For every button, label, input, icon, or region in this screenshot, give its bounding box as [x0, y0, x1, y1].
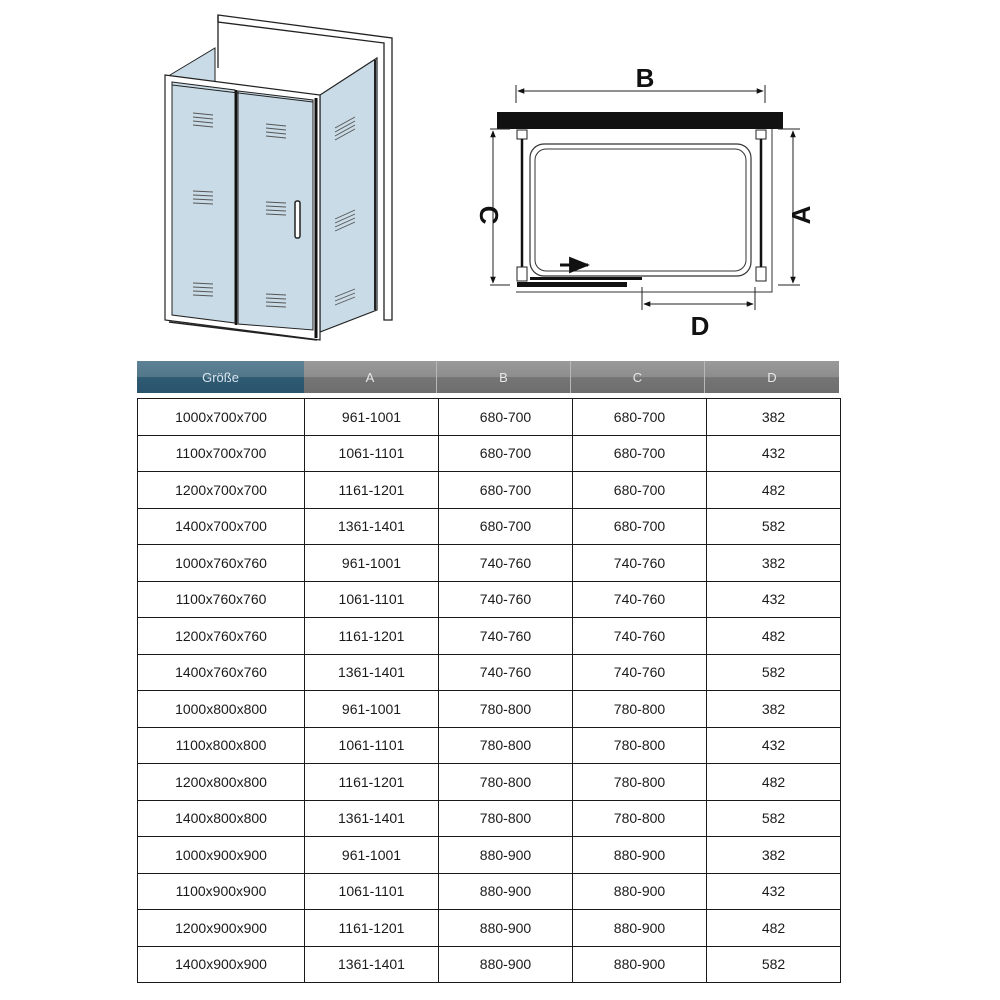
dimension-label-d: D: [690, 311, 710, 341]
table-row: [138, 545, 841, 582]
cell-b: 740-760: [439, 618, 573, 655]
cell-d: 582: [707, 946, 841, 983]
table-row: [138, 910, 841, 947]
header-b: B: [437, 361, 571, 393]
cell-size: 1400x700x700: [138, 508, 305, 545]
cell-a: 1061-1101: [305, 873, 439, 910]
cell-b: 740-760: [439, 545, 573, 582]
cell-d: 432: [707, 727, 841, 764]
cell-b: 780-800: [439, 727, 573, 764]
cell-c: 780-800: [573, 691, 707, 728]
cell-b: 680-700: [439, 399, 573, 436]
cell-a: 961-1001: [305, 545, 439, 582]
table-header: [137, 361, 839, 393]
cell-size: 1000x900x900: [138, 837, 305, 874]
cell-d: 582: [707, 800, 841, 837]
table-row: [138, 618, 841, 655]
table-row: [138, 472, 841, 509]
cell-size: 1400x760x760: [138, 654, 305, 691]
cell-a: 1161-1201: [305, 910, 439, 947]
cell-c: 740-760: [573, 654, 707, 691]
header-d: D: [705, 361, 839, 393]
cell-b: 780-800: [439, 764, 573, 801]
cell-a: 1061-1101: [305, 435, 439, 472]
table-row: [138, 727, 841, 764]
cell-size: 1400x900x900: [138, 946, 305, 983]
cell-a: 1361-1401: [305, 946, 439, 983]
header-size: Größe: [137, 361, 304, 393]
plan-view-diagram: [460, 55, 830, 345]
cell-d: 432: [707, 873, 841, 910]
cell-d: 382: [707, 691, 841, 728]
dimension-label-b: B: [635, 63, 655, 93]
cell-size: 1400x800x800: [138, 800, 305, 837]
cell-c: 680-700: [573, 472, 707, 509]
cell-c: 680-700: [573, 435, 707, 472]
cell-a: 1161-1201: [305, 472, 439, 509]
table-row: [138, 873, 841, 910]
cell-c: 680-700: [573, 508, 707, 545]
cell-c: 780-800: [573, 727, 707, 764]
cell-d: 432: [707, 581, 841, 618]
table-row: [138, 691, 841, 728]
cell-d: 582: [707, 508, 841, 545]
cell-a: 961-1001: [305, 691, 439, 728]
cell-c: 880-900: [573, 873, 707, 910]
table-row: [138, 946, 841, 983]
table-row: [138, 654, 841, 691]
cell-a: 1161-1201: [305, 764, 439, 801]
cell-c: 880-900: [573, 837, 707, 874]
cell-b: 880-900: [439, 946, 573, 983]
cell-size: 1200x900x900: [138, 910, 305, 947]
cell-b: 680-700: [439, 472, 573, 509]
cell-d: 482: [707, 618, 841, 655]
table-row: [138, 435, 841, 472]
cell-b: 680-700: [439, 508, 573, 545]
cell-d: 482: [707, 764, 841, 801]
cell-d: 382: [707, 545, 841, 582]
cell-c: 780-800: [573, 764, 707, 801]
cell-size: 1100x700x700: [138, 435, 305, 472]
table-row: [138, 581, 841, 618]
cell-c: 880-900: [573, 946, 707, 983]
cell-b: 880-900: [439, 873, 573, 910]
cell-b: 880-900: [439, 837, 573, 874]
header-c: C: [571, 361, 705, 393]
cell-d: 432: [707, 435, 841, 472]
cell-b: 780-800: [439, 800, 573, 837]
cell-b: 740-760: [439, 654, 573, 691]
cell-c: 880-900: [573, 910, 707, 947]
cell-size: 1200x700x700: [138, 472, 305, 509]
cell-a: 961-1001: [305, 399, 439, 436]
size-table: [137, 398, 841, 983]
cell-c: 740-760: [573, 581, 707, 618]
cell-a: 1061-1101: [305, 581, 439, 618]
cell-c: 780-800: [573, 800, 707, 837]
cell-a: 1361-1401: [305, 654, 439, 691]
cell-size: 1100x760x760: [138, 581, 305, 618]
cell-c: 680-700: [573, 399, 707, 436]
cell-size: 1200x800x800: [138, 764, 305, 801]
dimension-label-a: A: [786, 205, 816, 225]
table-row: [138, 764, 841, 801]
cell-d: 382: [707, 399, 841, 436]
cell-b: 740-760: [439, 581, 573, 618]
cell-a: 1161-1201: [305, 618, 439, 655]
cell-a: 1361-1401: [305, 508, 439, 545]
cell-size: 1100x900x900: [138, 873, 305, 910]
cell-d: 582: [707, 654, 841, 691]
cell-size: 1000x700x700: [138, 399, 305, 436]
table-row: [138, 837, 841, 874]
shower-enclosure-illustration: [155, 10, 395, 350]
cell-size: 1000x760x760: [138, 545, 305, 582]
cell-d: 382: [707, 837, 841, 874]
table-row: [138, 508, 841, 545]
cell-b: 780-800: [439, 691, 573, 728]
cell-c: 740-760: [573, 545, 707, 582]
cell-a: 1361-1401: [305, 800, 439, 837]
table-row: [138, 800, 841, 837]
header-a: A: [304, 361, 437, 393]
cell-size: 1000x800x800: [138, 691, 305, 728]
cell-d: 482: [707, 910, 841, 947]
cell-size: 1100x800x800: [138, 727, 305, 764]
cell-size: 1200x760x760: [138, 618, 305, 655]
cell-c: 740-760: [573, 618, 707, 655]
cell-b: 880-900: [439, 910, 573, 947]
table-row: [138, 399, 841, 436]
cell-a: 1061-1101: [305, 727, 439, 764]
cell-d: 482: [707, 472, 841, 509]
dimension-label-c: C: [474, 205, 504, 225]
cell-b: 680-700: [439, 435, 573, 472]
cell-a: 961-1001: [305, 837, 439, 874]
